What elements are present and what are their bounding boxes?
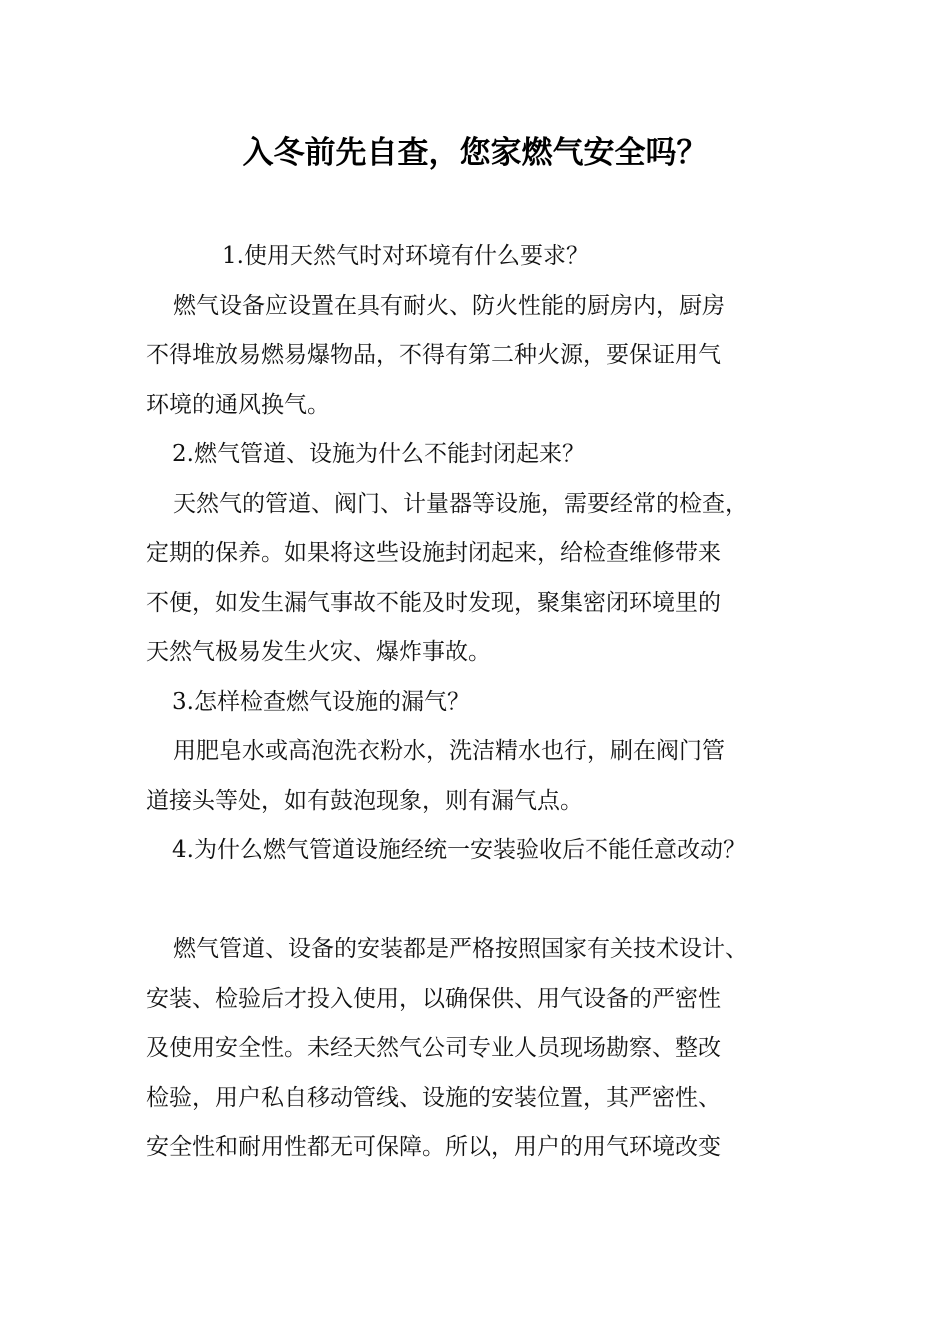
answer-4 [146,925,816,1173]
answer-line: 检验，用户私自移动管线、设施的安装位置，其严密性、 [146,1084,721,1111]
answer-line: 燃气设备应设置在具有耐火、防火性能的厨房内，厨房 [173,292,725,319]
answer-line: 天然气的管道、阀门、计量器等设施，需要经常的检查， [173,490,748,517]
question-text: 3.怎样检查燃气设施的漏气？ [172,688,470,715]
answer-line: 及使用安全性。未经天然气公司专业人员现场勘察、整改 [146,1035,721,1061]
answer-line: 安全性和耐用性都无可保障。所以，用户的用气环境改变 [146,1134,721,1160]
question-text: 4.为什么燃气管道设施经统一安装验收后不能任意改动？ [172,837,746,863]
question-text: 1.使用天然气时对环境有什么要求？ [222,243,589,269]
question-3 [146,678,816,728]
question-1 [146,232,816,282]
question-text: 2.燃气管道、设施为什么不能封闭起来？ [172,441,585,467]
question-2 [146,430,816,480]
answer-2 [146,480,816,678]
answer-line: 燃气管道、设备的安装都是严格按照国家有关技术设计、 [173,936,748,962]
answer-line: 不便，如发生漏气事故不能及时发现，聚集密闭环境里的 [146,589,721,616]
answer-line: 不得堆放易燃易爆物品，不得有第二种火源，要保证用气 [146,342,721,368]
document-body [146,232,816,1173]
paragraph-gap [146,876,816,926]
answer-line: 环境的通风换气。 [146,391,330,418]
answer-line: 用肥皂水或高泡洗衣粉水，洗洁精水也行，刷在阀门管 [173,738,725,764]
answer-line: 定期的保养。如果将这些设施封闭起来，给检查维修带来 [146,540,721,566]
answer-3 [146,727,816,826]
question-4 [146,826,816,876]
answer-line: 道接头等处，如有鼓泡现象，则有漏气点。 [146,787,583,814]
answer-1 [146,282,816,431]
answer-line: 天然气极易发生火灾、爆炸事故。 [146,639,491,665]
document-title: 入冬前先自查，您家燃气安全吗？ [242,135,708,171]
answer-line: 安装、检验后才投入使用，以确保供、用气设备的严密性 [146,985,721,1012]
